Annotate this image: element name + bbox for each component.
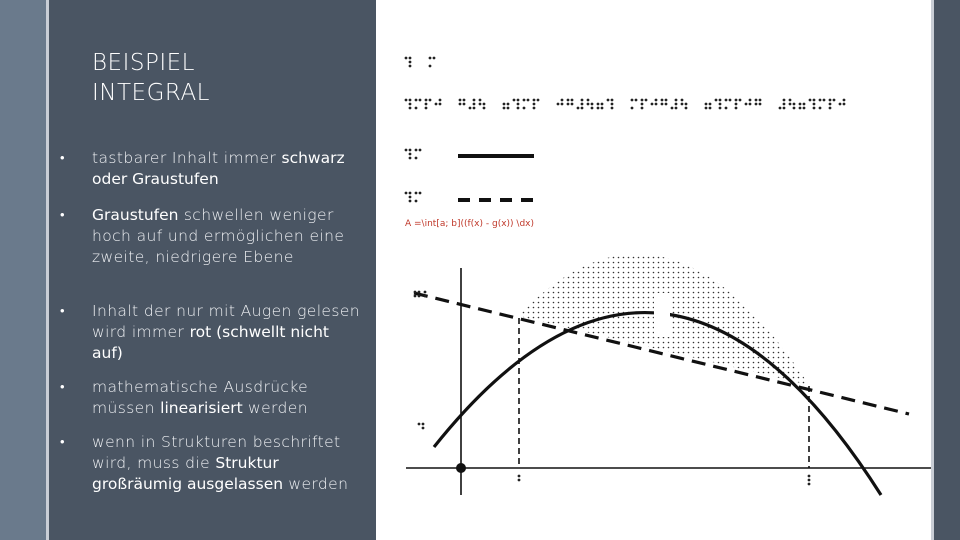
braille-dot: [705, 107, 708, 110]
braille-dot: [405, 99, 408, 102]
braille-dot: [429, 57, 432, 60]
braille-dot: [808, 479, 811, 482]
braille-dot: [819, 99, 822, 102]
braille-dot: [823, 99, 826, 102]
braille-dot: [813, 107, 816, 110]
braille-dot: [719, 99, 722, 102]
braille-dot: [665, 103, 668, 106]
braille-dot: [675, 99, 678, 102]
braille-dot: [665, 99, 668, 102]
braille-dot: [415, 149, 418, 152]
braille-dot: [789, 99, 792, 102]
braille-dot: [409, 107, 412, 110]
braille-dot: [793, 103, 796, 106]
braille-legend-label-1: [405, 149, 422, 160]
area-label-box: [654, 293, 670, 337]
bullet-text-part: Inhalt der nur mit Augen gelesen wird immer: [92, 302, 360, 341]
braille-dot: [793, 107, 796, 110]
bullet-emphasis: schwarz oder Graustufen: [92, 149, 345, 188]
braille-dot: [671, 107, 674, 110]
braille-dot: [435, 103, 438, 106]
bullet-emphasis: Struktur großräumig ausgelassen: [92, 454, 284, 493]
braille-dot: [561, 103, 564, 106]
braille-dot: [415, 99, 418, 102]
braille-dot: [641, 103, 644, 106]
braille-dot: [415, 157, 418, 160]
braille-dot: [507, 107, 510, 110]
bullet-emphasis: rot (schwellt nicht auf): [92, 323, 329, 362]
braille-dot: [567, 99, 570, 102]
braille-dot: [601, 107, 604, 110]
braille-dot: [415, 192, 418, 195]
bullet-text: [92, 205, 362, 268]
braille-dot: [419, 149, 422, 152]
bullet-text: [92, 432, 362, 495]
braille-dot: [473, 103, 476, 106]
braille-dot: [424, 291, 427, 294]
braille-dot: [803, 107, 806, 110]
braille-dot: [459, 103, 462, 106]
braille-dot: [409, 157, 412, 160]
braille-dot: [749, 99, 752, 102]
braille-dot: [587, 103, 590, 106]
braille-dot: [661, 99, 664, 102]
formula-text: A =\int[a; b]((f(x) - g(x)) \dx): [405, 219, 534, 229]
tactile-figure-panel: [376, 0, 931, 540]
braille-dot: [533, 99, 536, 102]
braille-dot: [611, 103, 614, 106]
bullet-text: [92, 377, 362, 419]
braille-dot: [537, 99, 540, 102]
braille-legend-label-2: [405, 192, 422, 203]
braille-dot: [715, 99, 718, 102]
braille-dot: [631, 107, 634, 110]
braille-dot: [567, 103, 570, 106]
braille-dot: [611, 107, 614, 110]
bullet-text: [92, 148, 362, 190]
braille-dot: [661, 103, 664, 106]
braille-dot: [425, 99, 428, 102]
braille-dot: [409, 65, 412, 68]
braille-dot: [839, 103, 842, 106]
braille-dot: [808, 483, 811, 486]
braille-dot: [645, 99, 648, 102]
braille-dot: [409, 196, 412, 199]
braille-dot: [533, 103, 536, 106]
braille-dot: [829, 103, 832, 106]
braille-dot: [709, 103, 712, 106]
braille-dot: [503, 107, 506, 110]
bullet-text-part: tastbarer Inhalt immer: [92, 149, 282, 167]
braille-dot: [459, 99, 462, 102]
braille-dot: [415, 107, 418, 110]
braille-dot: [409, 192, 412, 195]
bullet-marker: •: [60, 151, 65, 166]
braille-dot: [833, 99, 836, 102]
braille-row-title: [405, 57, 436, 68]
braille-dot: [597, 107, 600, 110]
braille-dot: [779, 107, 782, 110]
braille-dot: [409, 103, 412, 106]
braille-dot: [425, 103, 428, 106]
braille-dot: [829, 99, 832, 102]
braille-dot: [581, 99, 584, 102]
braille-dot: [735, 107, 738, 110]
braille-dot: [799, 107, 802, 110]
braille-dot: [409, 200, 412, 203]
braille-dot: [641, 107, 644, 110]
braille-dot: [422, 423, 425, 426]
bullet-text-part: schwellen weniger hoch auf und ermöglichen eine zweite, niedrigere Ebene: [92, 206, 345, 266]
braille-dot: [591, 103, 594, 106]
braille-dot: [483, 103, 486, 106]
braille-dot: [829, 107, 832, 110]
bullet-emphasis: Graustufen: [92, 206, 179, 224]
braille-dot: [422, 427, 425, 430]
braille-dot: [419, 99, 422, 102]
braille-dot: [789, 103, 792, 106]
braille-dot: [507, 103, 510, 106]
braille-dot: [405, 57, 408, 60]
left-accent-strip: [0, 0, 46, 540]
braille-dot: [473, 99, 476, 102]
braille-dot: [719, 107, 722, 110]
braille-dot: [483, 107, 486, 110]
braille-dot: [409, 153, 412, 156]
braille-dot: [433, 57, 436, 60]
braille-dot: [783, 99, 786, 102]
braille-dot: [735, 103, 738, 106]
braille-dot: [819, 107, 822, 110]
braille-dot: [725, 107, 728, 110]
bullet-text-part: werden: [242, 399, 308, 417]
bullet-marker: •: [60, 380, 65, 395]
braille-dot: [843, 103, 846, 106]
braille-dot: [709, 107, 712, 110]
braille-dot: [581, 103, 584, 106]
braille-dot: [651, 103, 654, 106]
braille-dot: [503, 103, 506, 106]
bullet-text: [92, 301, 362, 364]
braille-dot: [414, 295, 417, 298]
right-accent-strip: [934, 0, 960, 540]
bullet-marker: •: [60, 208, 65, 223]
braille-dot: [587, 99, 590, 102]
bullet-emphasis: linearisiert: [160, 399, 243, 417]
braille-dot: [591, 107, 594, 110]
bullet-text-part: wenn in Strukturen beschriftet wird, muss die: [92, 433, 341, 472]
braille-dot: [405, 192, 408, 195]
braille-dot: [439, 103, 442, 106]
braille-dot: [414, 291, 417, 294]
braille-row-description: [405, 99, 846, 110]
bullet-text-part: werden: [283, 475, 349, 493]
braille-dot: [409, 61, 412, 64]
braille-dot: [409, 149, 412, 152]
braille-dot: [601, 103, 604, 106]
braille-dot: [611, 99, 614, 102]
braille-dot: [571, 99, 574, 102]
braille-dot: [429, 65, 432, 68]
braille-dot: [809, 99, 812, 102]
braille-dot: [439, 99, 442, 102]
braille-dot: [799, 103, 802, 106]
tactile-graph-svg: [376, 0, 931, 540]
braille-dot: [745, 103, 748, 106]
braille-dot: [641, 99, 644, 102]
braille-dot: [405, 149, 408, 152]
bullet-marker: •: [60, 304, 65, 319]
left-divider-line: [46, 0, 49, 540]
braille-dot: [735, 99, 738, 102]
title-line-2: INTEGRAL: [92, 80, 210, 106]
braille-dot: [533, 107, 536, 110]
braille-dot: [517, 103, 520, 106]
braille-dot: [749, 103, 752, 106]
braille-dot: [418, 295, 421, 298]
braille-dot: [513, 99, 516, 102]
braille-dot: [635, 99, 638, 102]
title-line-1: BEISPIEL: [92, 50, 195, 76]
braille-dot: [527, 99, 530, 102]
braille-dot: [419, 192, 422, 195]
braille-dot: [813, 99, 816, 102]
braille-dot: [418, 423, 421, 426]
braille-dot: [463, 99, 466, 102]
origin-point: [456, 463, 466, 473]
braille-dot: [705, 103, 708, 106]
braille-dot: [577, 107, 580, 110]
braille-dot: [729, 99, 732, 102]
braille-dot: [409, 99, 412, 102]
bullet-text-part: mathematische Ausdrücke müssen: [92, 378, 309, 417]
braille-dot: [517, 99, 520, 102]
braille-dot: [561, 99, 564, 102]
braille-dot: [759, 103, 762, 106]
braille-dot: [523, 99, 526, 102]
braille-dot: [808, 475, 811, 478]
braille-dot: [843, 99, 846, 102]
braille-dot: [759, 99, 762, 102]
braille-dot: [739, 99, 742, 102]
braille-dot: [523, 107, 526, 110]
braille-dot: [685, 107, 688, 110]
braille-dot: [517, 107, 520, 110]
braille-dot: [755, 99, 758, 102]
braille-dot: [518, 479, 521, 482]
braille-dot: [557, 103, 560, 106]
braille-dot: [473, 107, 476, 110]
braille-dot: [425, 107, 428, 110]
braille-dot: [813, 103, 816, 106]
braille-dot: [675, 103, 678, 106]
braille-dot: [415, 200, 418, 203]
braille-dot: [719, 103, 722, 106]
braille-dot: [518, 475, 521, 478]
braille-dot: [755, 103, 758, 106]
braille-dot: [655, 99, 658, 102]
slide-title: [92, 48, 352, 108]
braille-dot: [655, 103, 658, 106]
braille-dot: [479, 99, 482, 102]
braille-dot: [685, 103, 688, 106]
braille-dot: [409, 57, 412, 60]
braille-dot: [597, 103, 600, 106]
braille-dot: [571, 103, 574, 106]
braille-dot: [681, 103, 684, 106]
braille-dot: [429, 99, 432, 102]
braille-dot: [607, 99, 610, 102]
braille-dot: [469, 107, 472, 110]
braille-dot: [631, 99, 634, 102]
bullet-marker: •: [60, 435, 65, 450]
braille-dot: [581, 107, 584, 110]
braille-dot: [479, 103, 482, 106]
braille-dot: [418, 291, 421, 294]
braille-dot: [803, 103, 806, 106]
braille-dot: [675, 107, 678, 110]
braille-dot: [681, 99, 684, 102]
braille-dot: [725, 99, 728, 102]
braille-dot: [463, 103, 466, 106]
braille-dot: [783, 103, 786, 106]
braille-dot: [424, 295, 427, 298]
braille-dot: [783, 107, 786, 110]
